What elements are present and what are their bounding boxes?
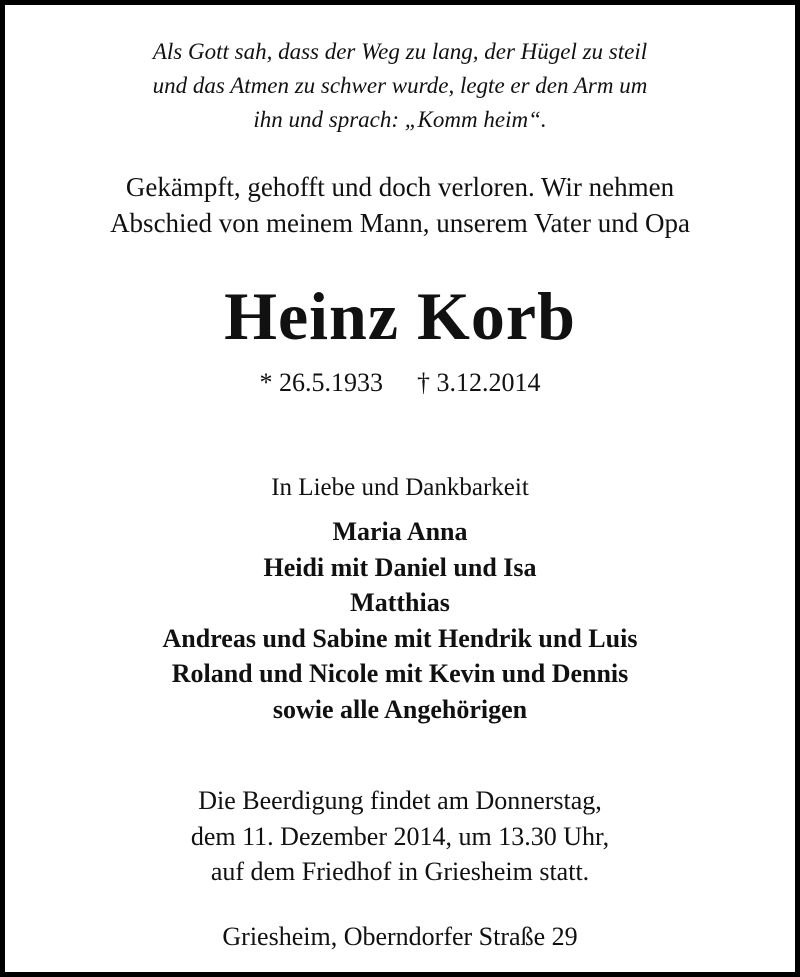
death-date: † 3.12.2014 bbox=[417, 368, 541, 397]
mourner-name: Roland und Nicole mit Kevin und Dennis bbox=[171, 659, 629, 688]
mourner-name: sowie alle Angehörigen bbox=[272, 695, 528, 724]
quote-line-3: ihn und sprach: „Komm heim“. bbox=[253, 107, 547, 132]
mourner-name: Maria Anna bbox=[332, 517, 468, 546]
family-address: Griesheim, Oberndorfer Straße 29 bbox=[222, 922, 578, 951]
funeral-line-2: dem 11. Dezember 2014, um 13.30 Uhr, bbox=[190, 822, 610, 851]
mourners-intro: In Liebe und Dankbarkeit bbox=[271, 474, 529, 501]
intro-line-2: Abschied von meinem Mann, unserem Vater und Opa bbox=[110, 208, 690, 238]
life-dates bbox=[5, 366, 795, 400]
intro-line-1: Gekämpft, gehofft und doch verloren. Wir nehmen bbox=[125, 172, 675, 202]
deceased-name: Heinz Korb bbox=[224, 278, 576, 354]
mourner-name: Heidi mit Daniel und Isa bbox=[263, 553, 537, 582]
birth-date: * 26.5.1933 bbox=[259, 368, 383, 397]
funeral-line-3: auf dem Friedhof in Griesheim statt. bbox=[210, 857, 590, 886]
mourner-name: Matthias bbox=[350, 588, 450, 617]
quote-line-1: Als Gott sah, dass der Weg zu lang, der Hügel zu steil bbox=[152, 39, 648, 64]
quote-line-2: und das Atmen zu schwer wurde, legte er den Arm um bbox=[152, 73, 648, 98]
funeral-line-1: Die Beerdigung findet am Donnerstag, bbox=[198, 786, 602, 815]
mourner-name: Andreas und Sabine mit Hendrik und Luis bbox=[162, 624, 638, 653]
